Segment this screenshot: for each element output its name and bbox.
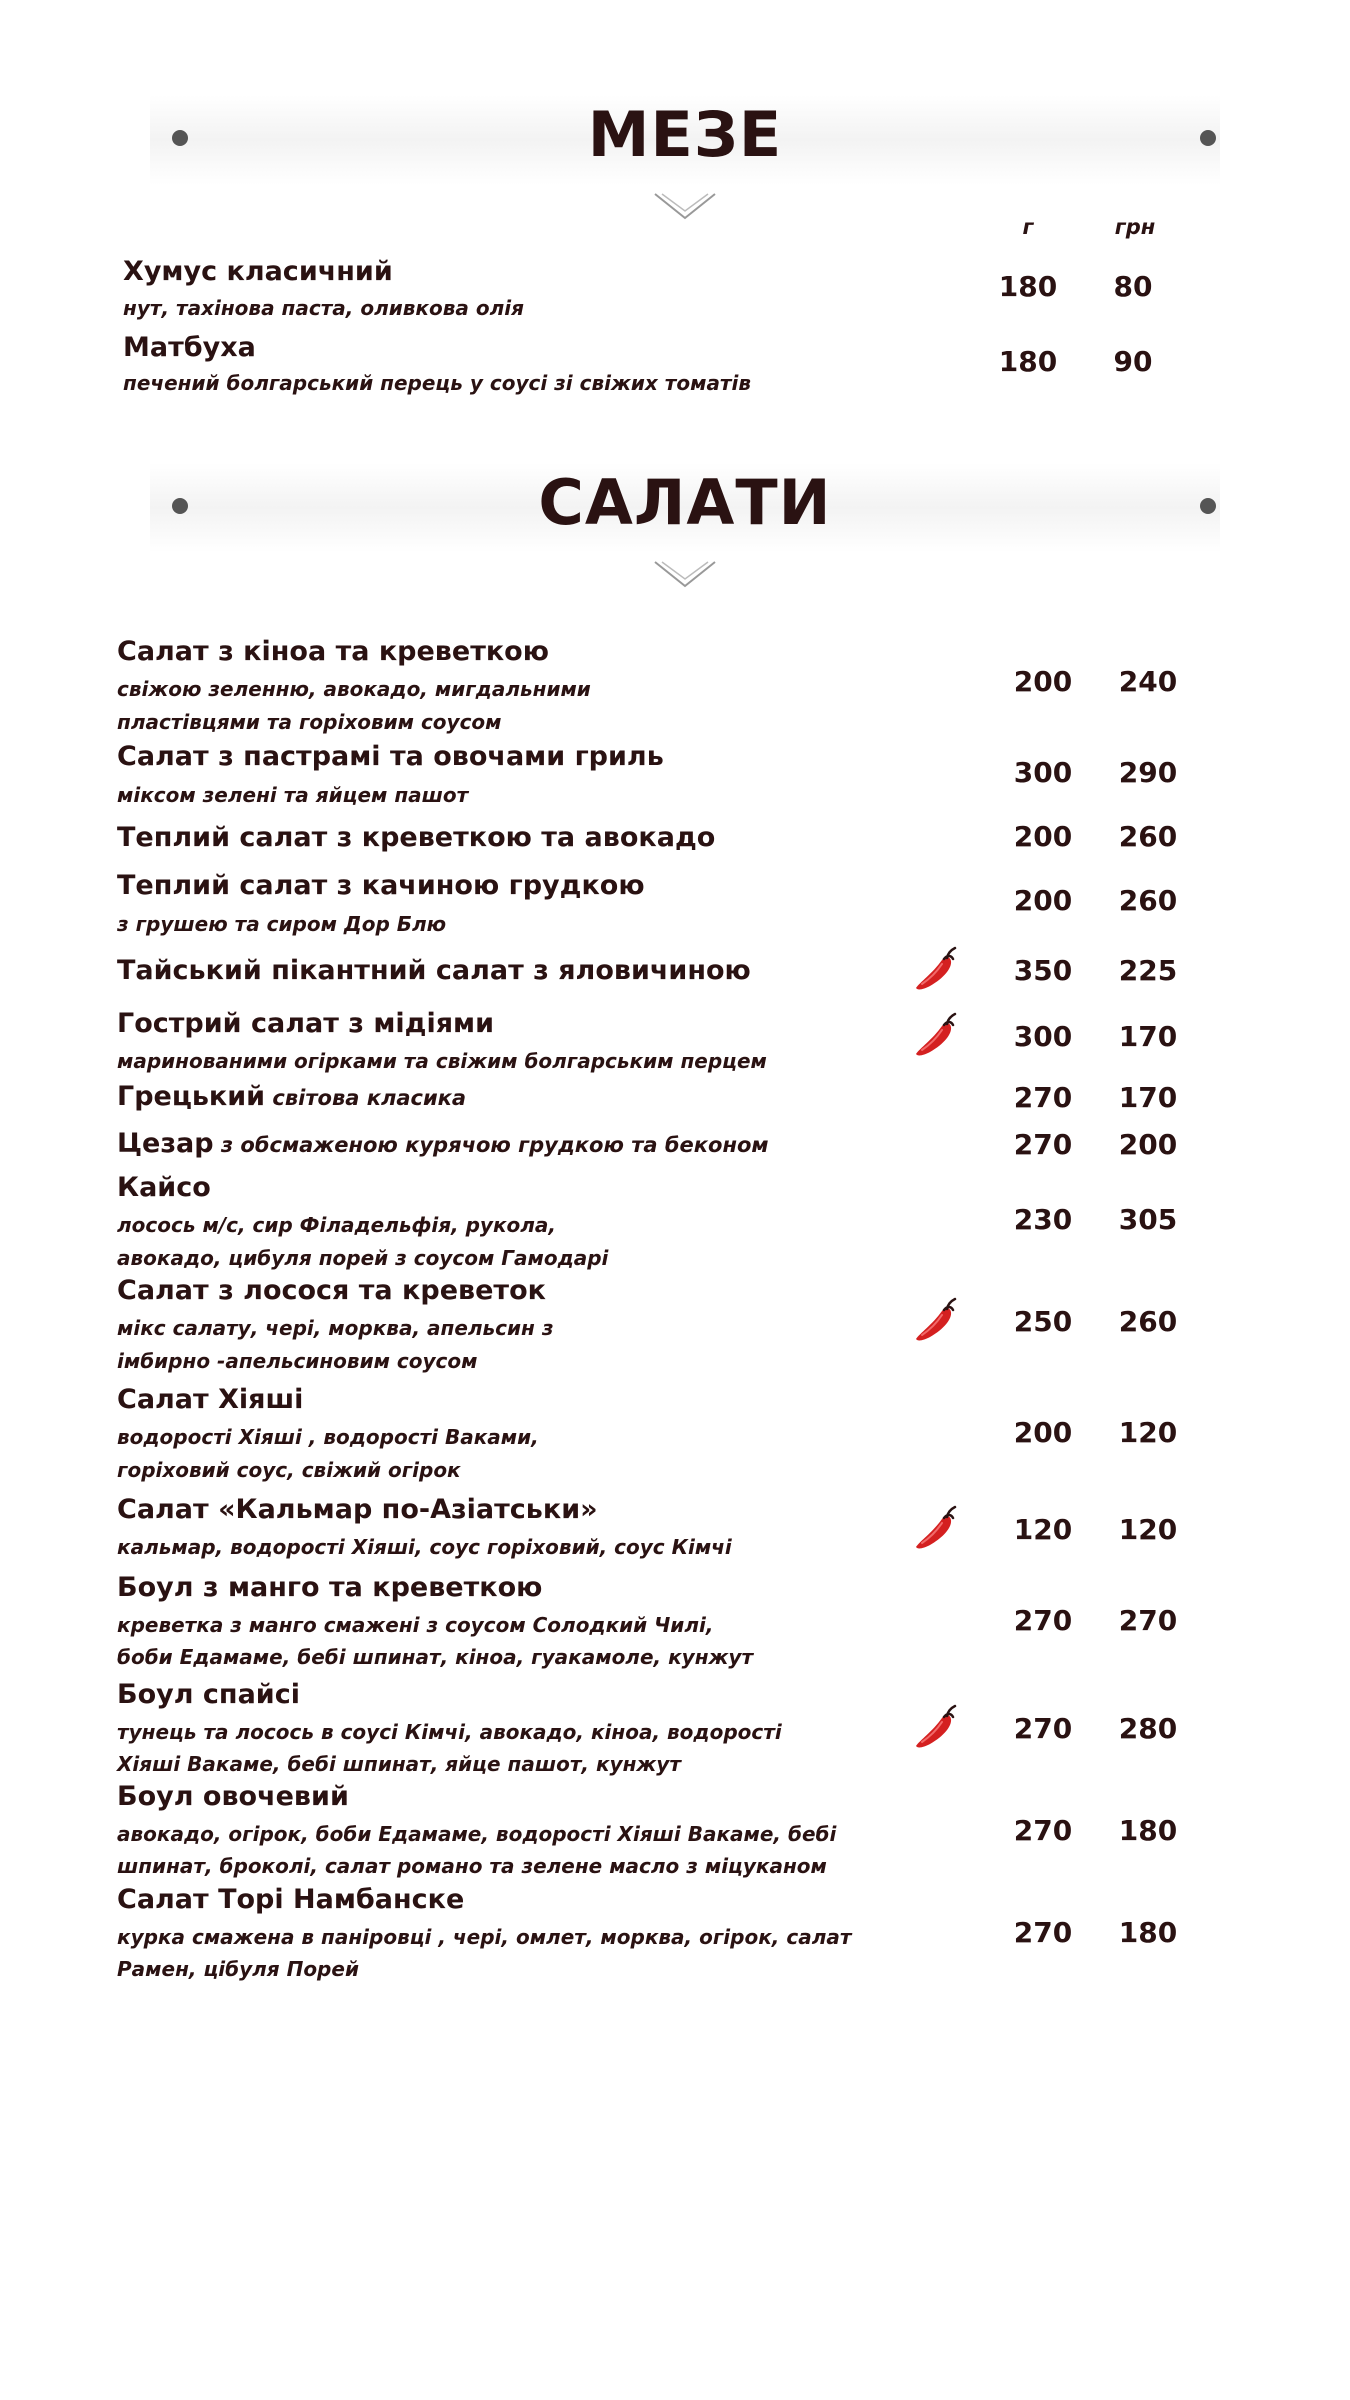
item-name: [117, 741, 664, 772]
item-description: з грушею та сиром Дор Блю: [117, 912, 447, 936]
item-description: боби Едамаме, бебі шпинат, кіноа, гуакамоле, кунжут: [117, 1645, 754, 1669]
item-price: 260: [1118, 820, 1178, 853]
item-weight: 200: [1013, 820, 1073, 853]
item-weight: 270: [1013, 1128, 1073, 1161]
item-name: [117, 1384, 303, 1415]
item-name: [117, 1081, 466, 1112]
item-price: 260: [1118, 1305, 1178, 1338]
chili-pepper-icon: [910, 1503, 960, 1553]
item-price: 80: [1113, 270, 1153, 303]
item-price: 200: [1118, 1128, 1178, 1161]
item-weight: 200: [1013, 665, 1073, 698]
item-description: пластівцями та горіховим соусом: [117, 710, 502, 734]
item-description: міксом зелені та яйцем пашот: [117, 783, 469, 807]
item-price: 280: [1118, 1712, 1178, 1745]
item-description: авокадо, цибуля порей з соусом Гамодарі: [117, 1246, 609, 1270]
item-name-text: Теплий салат з качиною грудкою: [117, 870, 645, 901]
item-name: [117, 636, 549, 667]
item-weight: 270: [1013, 1712, 1073, 1745]
item-name: [117, 1572, 542, 1603]
item-name-text: Боул з манго та креветкою: [117, 1572, 543, 1603]
item-description: курка смажена в паніровці , чері, омлет, морква, огірок, салат: [117, 1925, 852, 1949]
item-price: 180: [1118, 1916, 1178, 1949]
item-name: [123, 256, 393, 287]
chili-pepper-icon: [910, 944, 960, 994]
item-name-text: Салат Хіяші: [117, 1384, 304, 1415]
item-name-text: Тайський пікантний салат з яловичиною: [117, 955, 751, 986]
item-name-text: Салат Торі Намбанске: [117, 1884, 465, 1915]
item-weight: 180: [998, 345, 1058, 378]
column-header-weight: г: [1022, 215, 1034, 239]
column-header-price: грн: [1114, 215, 1156, 239]
item-description: Рамен, цібуля Порей: [117, 1957, 359, 1981]
item-name: [117, 1128, 769, 1159]
chili-pepper-icon: [910, 1295, 960, 1345]
item-description: горіховий соус, свіжий огірок: [117, 1458, 461, 1482]
item-description: шпинат, броколі, салат романо та зелене масло з міцуканом: [117, 1854, 827, 1878]
item-description: авокадо, огірок, боби Едамаме, водорості Хіяші Вакаме, бебі: [117, 1822, 837, 1846]
item-price: 90: [1113, 345, 1153, 378]
item-price: 180: [1118, 1814, 1178, 1847]
item-name-text: Цезар: [117, 1128, 214, 1159]
item-weight: 270: [1013, 1604, 1073, 1637]
item-name-text: Хумус класичний: [123, 256, 393, 287]
item-description: тунець та лосось в соусі Кімчі, авокадо, кіноа, водорості: [117, 1720, 782, 1744]
item-price: 270: [1118, 1604, 1178, 1637]
item-name: [117, 1494, 598, 1525]
item-weight: 270: [1013, 1081, 1073, 1114]
item-weight: 250: [1013, 1305, 1073, 1338]
item-price: 170: [1118, 1020, 1178, 1053]
item-price: 170: [1118, 1081, 1178, 1114]
item-price: 290: [1118, 756, 1178, 789]
item-price: 120: [1118, 1416, 1178, 1449]
item-price: 260: [1118, 884, 1178, 917]
item-name: [117, 870, 645, 901]
item-weight: 270: [1013, 1814, 1073, 1847]
item-name: [117, 1008, 494, 1039]
item-weight: 180: [998, 270, 1058, 303]
item-name: [117, 1781, 349, 1812]
item-name-text: Гострий салат з мідіями: [117, 1008, 495, 1039]
item-name: [123, 332, 256, 363]
item-description: мікс салату, чері, морква, апельсин з: [117, 1316, 554, 1340]
item-name-text: Боул спайсі: [117, 1679, 300, 1710]
item-name: [117, 1172, 211, 1203]
item-weight: 270: [1013, 1916, 1073, 1949]
item-name: [117, 1679, 300, 1710]
item-name: [117, 1275, 546, 1306]
item-description: маринованими огірками та свіжим болгарським перцем: [117, 1049, 767, 1073]
item-price: 120: [1118, 1513, 1178, 1546]
section-header-salads: [150, 438, 1220, 588]
item-weight: 120: [1013, 1513, 1073, 1546]
item-name: [117, 1884, 464, 1915]
item-description: свіжою зеленню, авокадо, мигдальними: [117, 677, 591, 701]
item-price: 240: [1118, 665, 1178, 698]
item-description: водорості Хіяші , водорості Ваками,: [117, 1425, 539, 1449]
chili-pepper-icon: [910, 1010, 960, 1060]
item-weight: 350: [1013, 954, 1073, 987]
item-description: нут, тахінова паста, оливкова олія: [123, 296, 524, 320]
item-name: [117, 955, 751, 986]
item-name-text: Салат з лосося та креветок: [117, 1275, 546, 1306]
item-price: 225: [1118, 954, 1178, 987]
item-description: Хіяші Вакаме, бебі шпинат, яйце пашот, кунжут: [117, 1752, 681, 1776]
item-weight: 300: [1013, 756, 1073, 789]
item-inline-description: з обсмаженою курячою грудкою та беконом: [213, 1133, 769, 1157]
item-inline-description: світова класика: [265, 1086, 467, 1110]
item-description: печений болгарський перець у соусі зі свіжих томатів: [123, 371, 752, 395]
item-description: лосось м/с, сир Філадельфія, рукола,: [117, 1213, 557, 1237]
item-name-text: Кайсо: [117, 1172, 211, 1203]
item-description: імбирно -апельсиновим соусом: [117, 1349, 478, 1373]
item-description: кальмар, водорості Хіяші, соус горіховий, соус Кімчі: [117, 1535, 732, 1559]
item-name-text: Теплий салат з креветкою та авокадо: [117, 822, 716, 853]
item-name-text: Салат з кіноа та креветкою: [117, 636, 549, 667]
item-name-text: Матбуха: [123, 332, 256, 363]
item-name-text: Салат з пастрамі та овочами гриль: [117, 741, 664, 772]
chili-pepper-icon: [910, 1702, 960, 1752]
section-header-meze: [150, 70, 1220, 220]
item-price: 305: [1118, 1203, 1178, 1236]
item-weight: 230: [1013, 1203, 1073, 1236]
section-title-salads: САЛАТИ: [538, 466, 832, 539]
item-name-text: Боул овочевий: [117, 1781, 349, 1812]
item-name-text: Салат «Кальмар по-Азіатськи»: [117, 1494, 598, 1525]
section-title-meze: МЕЗЕ: [587, 98, 783, 171]
item-name: [117, 822, 715, 853]
item-description: креветка з манго смажені з соусом Солодкий Чилі,: [117, 1613, 714, 1637]
item-weight: 200: [1013, 884, 1073, 917]
item-name-text: Грецький: [117, 1081, 266, 1112]
item-weight: 200: [1013, 1416, 1073, 1449]
item-weight: 300: [1013, 1020, 1073, 1053]
